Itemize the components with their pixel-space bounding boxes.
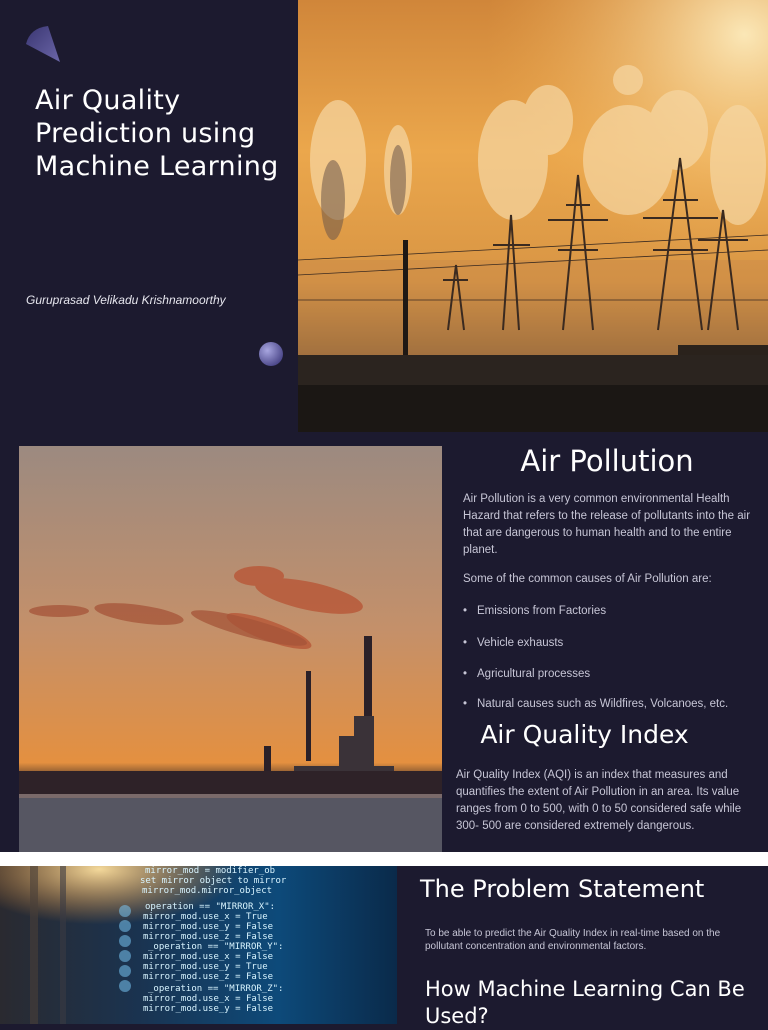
presentation-title: Air Quality Prediction using Machine Learning [35,85,279,182]
code-line: mirror_mod.mirror_object [142,886,273,896]
aqi-description: Air Quality Index (AQI) is an index that measures and quantifies the extent of Air Pollution in an area. Its value ranges from 0 to 500, with 0 to 50 considered safe while 300- 500 are considered extremely dangerous. [456,769,742,832]
cause-text: Emissions from Factories [477,605,607,617]
bullet-icon: • [463,698,468,710]
code-line: mirror_mod.use_y = False [143,1004,274,1014]
bullet-icon: • [463,668,468,680]
code-line: mirror_mod.use_y = True [143,962,268,972]
air-pollution-description: Air Pollution is a very common environmental Health Hazard that refers to the release of pollutants into the air that are dangerous to human health and to the entire planet. [463,493,751,556]
slide-divider [0,852,768,866]
code-line: mirror_mod.use_x = False [143,994,274,1004]
decor-sphere-shape [258,341,284,367]
decor-cone-shape [22,24,64,64]
factory-smoke-photo [19,446,442,852]
title-panel [0,0,298,432]
bullet-icon: • [463,605,468,617]
machine-learning-heading: How Machine Learning Can Be Used? [425,977,745,1028]
code-line: mirror_mod.use_x = False [143,952,274,962]
code-line: _operation == "MIRROR_Z": [148,984,284,994]
causes-intro: Some of the common causes of Air Pollution are: [463,573,712,585]
code-line: mirror_mod.use_z = False [143,972,274,982]
code-line: _operation == "MIRROR_Y": [148,942,284,952]
cause-text: Vehicle exhausts [477,637,564,649]
aqi-heading: Air Quality Index [480,720,689,749]
cause-text: Natural causes such as Wildfires, Volcanoes, etc. [477,698,729,710]
problem-statement-text: To be able to predict the Air Quality Index in real-time based on the pollutant concentration and environmental factors. [425,928,721,952]
cause-text: Agricultural processes [477,668,591,680]
code-line: mirror_mod.use_x = True [143,912,268,922]
author-name: Guruprasad Velikadu Krishnamoorthy [26,293,226,307]
problem-statement-heading: The Problem Statement [420,875,705,903]
code-screen-photo [0,866,397,1024]
air-pollution-heading: Air Pollution [520,444,694,478]
code-line: mirror_mod = modifier_ob [145,866,276,876]
code-line: mirror_mod.use_z = False [143,932,274,942]
code-line: set mirror object to mirror [140,876,287,886]
bullet-icon: • [463,637,468,649]
power-lines-photo [298,0,768,432]
code-line: operation == "MIRROR_X": [145,902,276,912]
code-line: mirror_mod.use_y = False [143,922,274,932]
